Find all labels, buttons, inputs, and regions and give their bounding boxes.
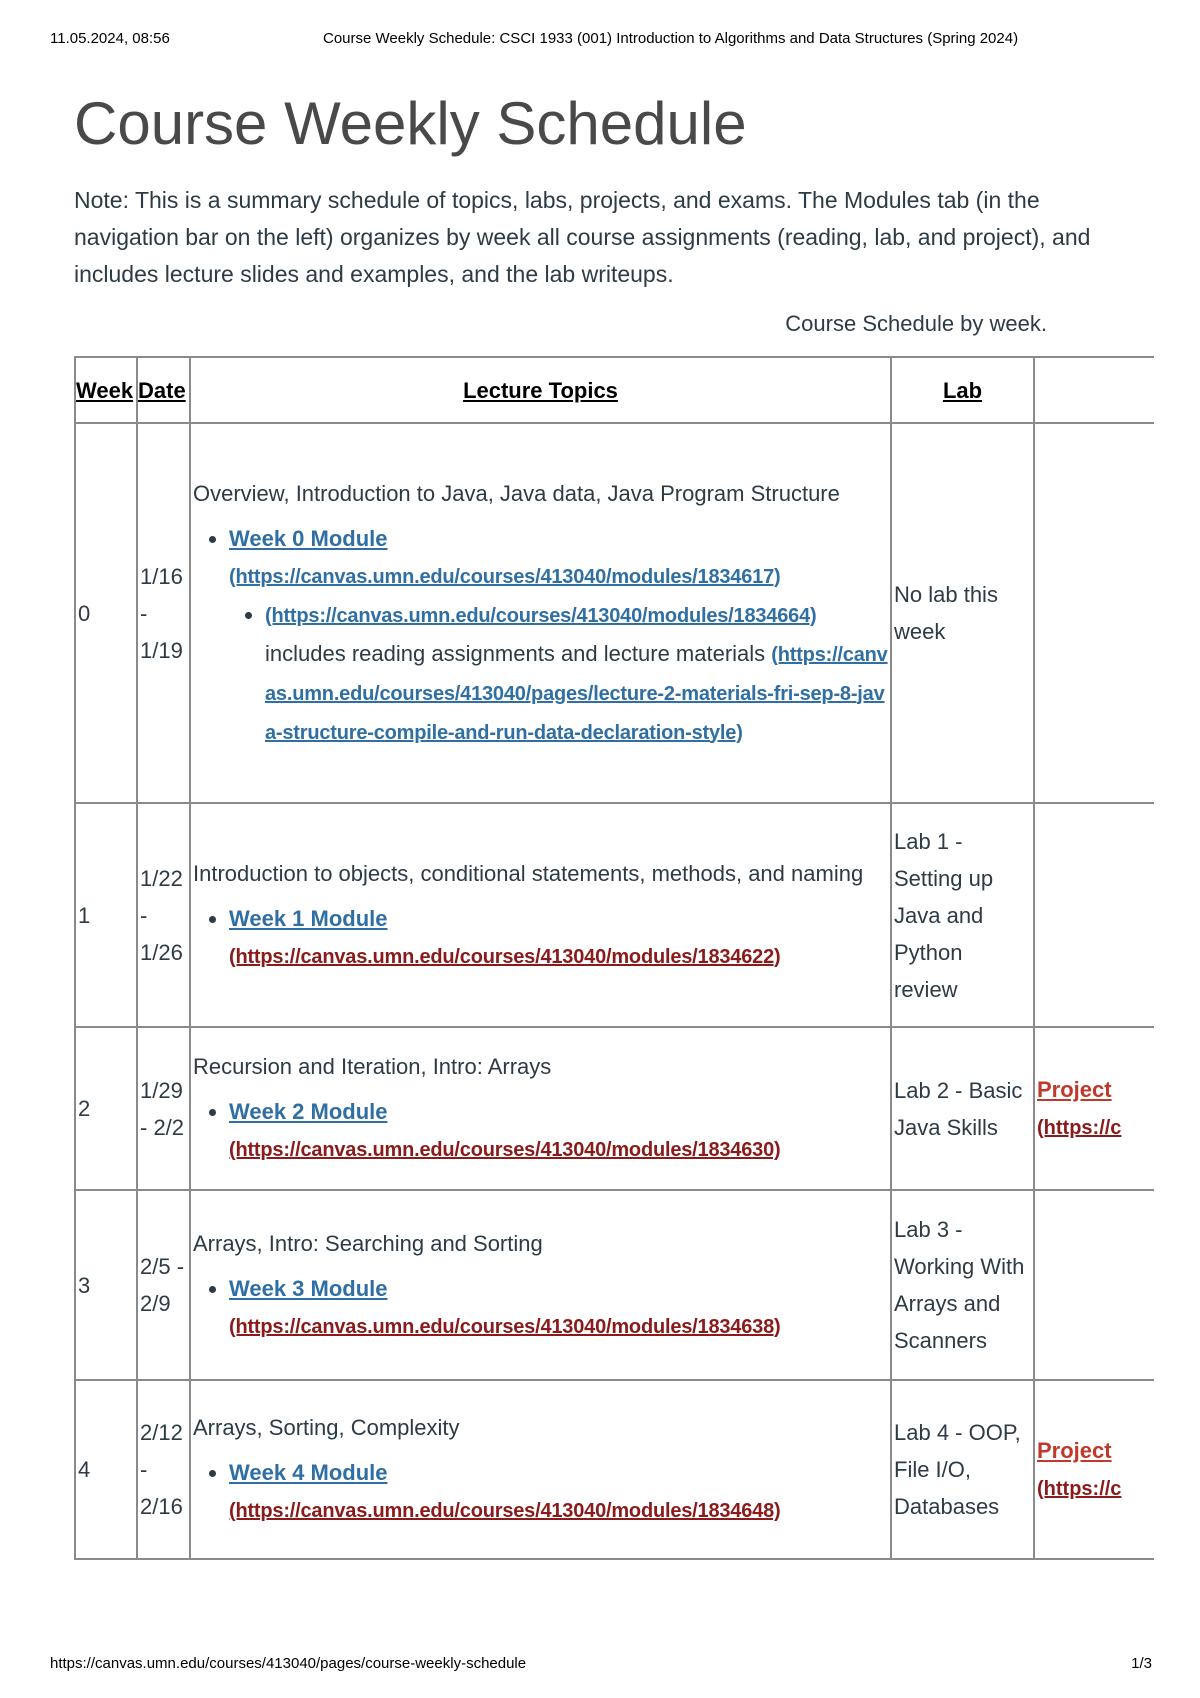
module-list [193,900,888,976]
week-0-module-link[interactable]: Week 0 Module [229,525,388,551]
topic-text: Introduction to objects, conditional statements, methods, and naming [193,860,864,886]
cell-date: 1/22 - 1/26 [137,803,190,1027]
topic-text: Arrays, Sorting, Complexity [193,1415,460,1440]
cell-project [1034,1190,1154,1380]
sub-module-list-item [265,596,888,752]
week-0-module-url[interactable]: (https://canvas.umn.edu/courses/413040/modules/1834617) [229,565,781,588]
cell-lab: Lab 4 - OOP, File I/O, Databases [891,1380,1034,1559]
project-url[interactable]: (https://c [1037,1116,1122,1139]
cell-lab: Lab 3 - Working With Arrays and Scanners [891,1190,1034,1380]
schedule-note: Note: This is a summary schedule of topics, labs, projects, and exams. The Modules tab (in the navigation bar on the left) organizes by week all course assignments (reading, lab, and project), and includes lecture slides and examples, and the lab writeups. [74,187,1091,287]
cell-date: 1/29 - 2/2 [137,1027,190,1190]
page-content [74,88,1154,338]
project-link[interactable]: Project [1037,1437,1112,1463]
schedule-table-container [74,356,1154,1574]
cell-project [1034,1027,1154,1190]
table-row [75,423,1154,803]
print-header [0,0,1200,60]
table-row [75,1190,1154,1380]
sub-module-text: includes reading assignments and lecture materials [265,640,772,666]
module-list-item [229,1454,888,1530]
lecture-2-materials-url[interactable]: (https://canvas.umn.edu/courses/413040/pages/lecture-2-materials-fri-sep-8-java-structure-compile-and-run-data-declaration-style) [265,643,888,744]
header-lab: Lab [891,357,1034,423]
week-1-module-url[interactable]: (https://canvas.umn.edu/courses/413040/modules/1834622) [229,945,781,968]
module-list [193,1093,888,1169]
header-lecture-topics: Lecture Topics [190,357,891,423]
print-footer [0,1655,1200,1685]
module-list [193,1270,888,1346]
cell-lab: No lab this week [891,423,1034,803]
table-row [75,1380,1154,1559]
topic-text: Recursion and Iteration, Intro: Arrays [193,1054,552,1079]
cell-lab: Lab 1 - Setting up Java and Python review [891,803,1034,1027]
cell-topics [190,1380,891,1559]
cell-week: 0 [75,423,137,803]
cell-date: 2/12 - 2/16 [137,1380,190,1559]
print-footer-url: https://canvas.umn.edu/courses/413040/pages/course-weekly-schedule [50,1655,527,1672]
project-link[interactable]: Project [1037,1076,1112,1102]
print-datetime: 11.05.2024, 08:56 [50,30,170,47]
cell-week: 4 [75,1380,137,1559]
table-row [75,1027,1154,1190]
cell-week: 3 [75,1190,137,1380]
cell-project [1034,803,1154,1027]
module-list-item [229,900,888,976]
page-title: Course Weekly Schedule [74,90,747,157]
cell-topics [190,423,891,803]
module-list [193,520,888,752]
week-4-module-url[interactable]: (https://canvas.umn.edu/courses/413040/modules/1834648) [229,1500,781,1522]
week-2-module-url[interactable]: (https://canvas.umn.edu/courses/413040/modules/1834630) [229,1139,781,1161]
cell-week: 1 [75,803,137,1027]
module-list [193,1454,888,1530]
week-1-module-link[interactable]: Week 1 Module [229,905,388,931]
cell-lab: Lab 2 - Basic Java Skills [891,1027,1034,1190]
week-3-module-url[interactable]: (https://canvas.umn.edu/courses/413040/modules/1834638) [229,1315,781,1338]
header-week: Week [75,357,137,423]
cell-project [1034,1380,1154,1559]
table-caption: Course Schedule by week. [785,311,1047,336]
cell-project [1034,423,1154,803]
cell-topics [190,1027,891,1190]
week-0-sub-module-url[interactable]: (https://canvas.umn.edu/courses/413040/modules/1834664) [265,604,817,627]
cell-topics [190,1190,891,1380]
week-3-module-link[interactable]: Week 3 Module [229,1275,388,1301]
header-project [1034,357,1154,423]
project-url[interactable]: (https://c [1037,1477,1122,1500]
module-list-item [229,1093,888,1169]
module-list-item [229,1270,888,1346]
cell-week: 2 [75,1027,137,1190]
print-document-title: Course Weekly Schedule: CSCI 1933 (001) Introduction to Algorithms and Data Structures (Spring 2024) [323,30,1019,47]
topic-text: Overview, Introduction to Java, Java data, Java Program Structure [193,480,840,506]
table-header-row [75,357,1154,423]
topic-text: Arrays, Intro: Searching and Sorting [193,1230,543,1256]
cell-date: 2/5 - 2/9 [137,1190,190,1380]
cell-date: 1/16 - 1/19 [137,423,190,803]
cell-topics [190,803,891,1027]
sub-module-list [229,596,888,752]
week-4-module-link[interactable]: Week 4 Module [229,1460,388,1485]
week-2-module-link[interactable]: Week 2 Module [229,1099,388,1124]
schedule-table [74,356,1154,1560]
table-row [75,803,1154,1027]
header-date: Date [137,357,190,423]
module-list-item [229,520,888,752]
page-number: 1/3 [1131,1655,1152,1672]
